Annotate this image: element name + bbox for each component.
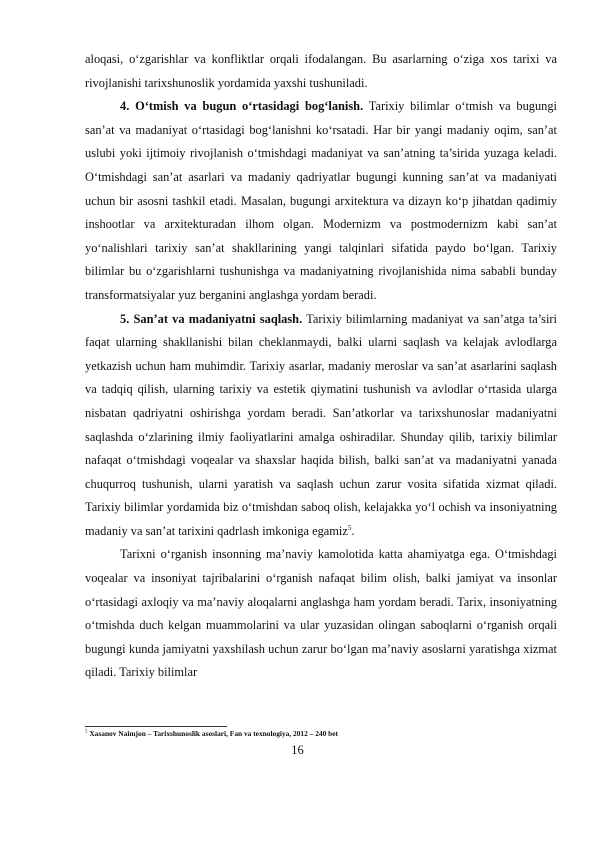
paragraph-2 — [85, 95, 557, 307]
footnote — [85, 729, 557, 739]
footnote-number: 5 — [85, 729, 88, 735]
paragraph-1-text: aloqasi, o‘zgarishlar va konfliktlar orqali ifodalangan. Bu asarlarning o‘ziga xos tarixi va rivojlanishi tarixshunoslik yordamida yaxshi tushuniladi. — [85, 52, 557, 90]
footnote-reference[interactable]: 5 — [347, 523, 352, 532]
page-number: 16 — [291, 743, 304, 757]
paragraph-3 — [85, 308, 557, 544]
paragraph-1 — [85, 48, 557, 95]
page-body — [85, 48, 557, 685]
paragraph-4-text: Tarixni o‘rganish insonning ma’naviy kamolotida katta ahamiyatga ega. O‘tmishdagi voqealar va insoniyat tajribalarini o‘rganish nafaqat bilim olish, balki jamiyat va insonlar o‘rtasidagi axloqiy va ma’naviy aloqalarni anglashga ham yordam beradi. Tarix, insoniyatning o‘tmishda duch kelgan muammolarini va ular yuzasidan olingan saboqlarni o‘rganish orqali bugungi kunda jamiyatni yaxshilash uchun zarur bo‘lgan ma’naviy asoslarni yaratishga xizmat qiladi. Tarixiy bilimlar — [85, 547, 557, 680]
footnote-text: Xasanov Naimjon – Tarixshunoslik asoslari, Fan va texnologiya, 2012 – 240 bet — [87, 729, 338, 738]
section-4-heading: 4. O‘tmish va bugun o‘rtasidagi bog‘lanish. — [120, 99, 364, 114]
paragraph-3-text: Tarixiy bilimlarning madaniyat va san’atga ta’siri faqat ularning shakllanishi bilan cheklanmaydi, balki ularni saqlash va kelajak avlodlarga yetkazish uchun ham muhimdir. Tarixiy asarlar, madaniy meroslar va san’at asarlarini saqlash va tadqiq qilish, ularning tarixiy va estetik qiymatini tushunish va avlodlar o‘rtasida ularga nisbatan qadriyatni oshirishga yordam beradi. San’atkorlar va tarixshunoslar madaniyatni saqlashda o‘zlarining ilmiy faoliyatlarini amalga oshiradilar. Shunday qilib, tarixiy bilimlar nafaqat o‘tmishdagi voqealar va shaxslar haqida bilish, balki san’at va madaniyatni yanada chuqurroq tushunish, ularni yaratish va saqlash uchun zarur vosita sifatida xizmat qiladi. Tarixiy bilimlar yordamida biz o‘tmishdan saboq olish, kelajakka yo‘l ochish va insoniyatning madaniy va san’at tarixini qadrlash imkoniga egamiz — [85, 311, 557, 538]
paragraph-4 — [85, 543, 557, 685]
footnote-separator — [85, 726, 227, 727]
paragraph-2-text: Tarixiy bilimlar o‘tmish va bugungi san’at va madaniyat o‘rtasidagi bog‘lanishni ko‘rsatadi. Har bir yangi madaniy oqim, san’at uslubi yoki ijtimoiy rivojlanish o‘tmishdagi madaniyat va san’atning ta’sirida yuzaga keladi. O‘tmishdagi san’at asarlari va madaniy qadriyatlar bugungi kunning san’at va madaniyati uchun bir asosni tashkil etadi. Masalan, bugungi arxitektura va dizayn ko‘p jihatdan qadimiy inshootlar va arxitekturadan ilhom olgan. Modernizm va postmodernizm kabi san’at yo‘nalishlari tarixiy san’at shakllarining yangi talqinlari sifatida paydo bo‘lgan. Tarixiy bilimlar bu o‘zgarishlarni tushunishga va madaniyatning rivojlanishida nima sababli bunday transformatsiyalar yuz berganini anglashga yordam beradi. — [85, 99, 557, 302]
section-5-heading: 5. San’at va madaniyatni saqlash. — [120, 311, 303, 326]
paragraph-3-end: . — [351, 523, 355, 538]
